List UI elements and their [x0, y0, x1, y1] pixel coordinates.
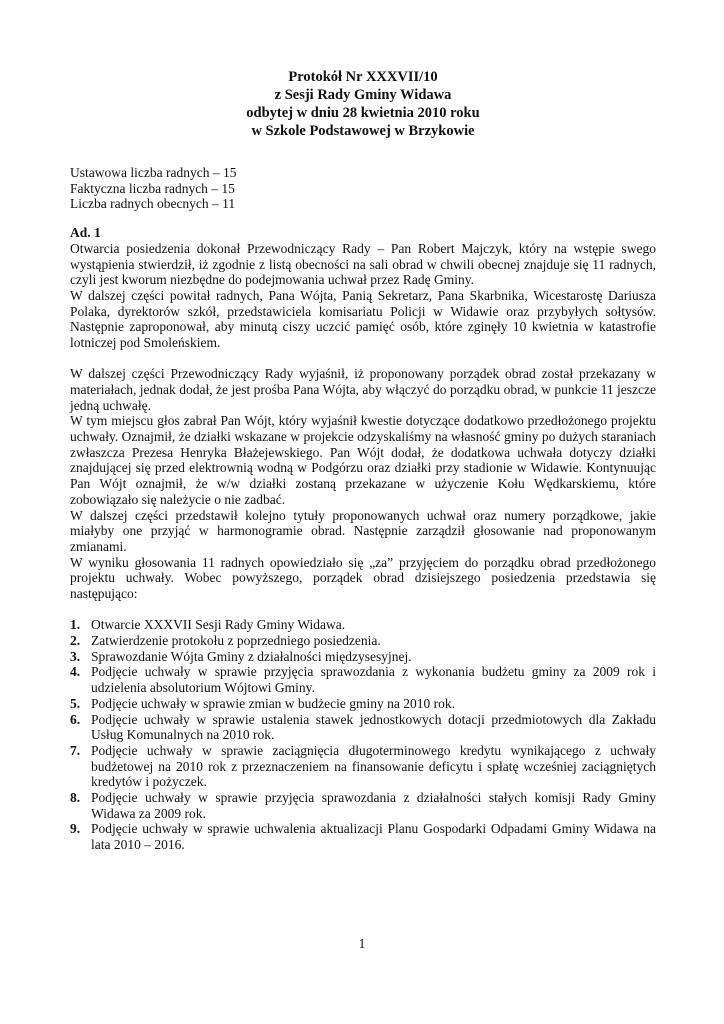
present-count: Liczba radnych obecnych – 11 — [70, 196, 236, 212]
title-line-2: z Sesji Rady Gminy Widawa — [274, 87, 452, 103]
list-item-number: 2. — [70, 632, 81, 648]
title-line-1: Protokół Nr XXXVII/10 — [288, 69, 438, 85]
list-item-text: Otwarcie XXXVII Sesji Rady Gminy Widawa. — [91, 617, 346, 633]
list-item — [70, 696, 656, 712]
list-item — [70, 664, 656, 695]
list-item-text: Sprawozdanie Wójta Gminy z działalności międzysesyjnej. — [91, 648, 412, 664]
list-item — [70, 617, 656, 633]
list-item — [70, 712, 656, 743]
page-number: 1 — [358, 936, 366, 951]
list-item-number: 3. — [70, 648, 81, 664]
paragraph-resolution-titles: W dalszej części przedstawił kolejno tytuły proponowanych uchwał oraz numery porządkowe, jakie miałyby one przyjąć w harmonogramie obrad. Następnie zarządził głosowanie nad proponowanym zmianami. — [70, 507, 656, 554]
list-item-text: Zatwierdzenie protokołu z poprzedniego posiedzenia. — [91, 632, 381, 648]
list-item-text: Podjęcie uchwały w sprawie zaciągnięcia długoterminowego kredytu wynikającego z uchwały budżetowej na 2010 rok z przeznaczeniem na finansowanie deficytu i spłatę wcześniej zaciągniętych kredytów i pożyczek. — [91, 742, 656, 790]
list-item-number: 6. — [70, 711, 81, 727]
title-line-4: w Szkole Podstawowej w Brzykowie — [251, 123, 475, 139]
list-item-text: Podjęcie uchwały w sprawie przyjęcia sprawozdania z działalności stałych komisji Rady Gminy Widawa za 2009 rok. — [91, 790, 656, 821]
list-item-text: Podjęcie uchwały w sprawie ustalenia stawek jednostkowych dotacji przedmiotowych dla Zakładu Usług Komunalnych na 2010 rok. — [91, 711, 656, 743]
paragraph-greetings: W dalszej części powitał radnych, Pana Wójta, Panią Sekretarz, Pana Skarbnika, Wicestarostę Dariusza Polaka, dyrektorów szkół, przedstawiciela komisariatu Policji w Widawie oraz przybyłych sołtysów. Następnie zaproponował, aby minutą ciszy uczcić pamięć osób, które zginęły 10 kwietnia w katastrofie lotniczej pod Smoleńskiem. — [70, 287, 656, 351]
paragraph-vote-result: W wyniku głosowania 11 radnych opowiedziało się „za” przyjęciem do porządku obrad przedłożonego projektu uchwały. Wobec powyższego, porządek obrad dzisiejszego posiedzenia przedstawia się następująco: — [70, 554, 656, 602]
list-item-number: 8. — [70, 790, 81, 806]
actual-count: Faktyczna liczba radnych – 15 — [70, 180, 235, 196]
list-item — [70, 633, 656, 649]
list-item — [70, 790, 656, 821]
paragraph-mayor-statement: W tym miejscu głos zabrał Pan Wójt, który wyjaśnił kwestie dotyczące dodatkowo przedłożonego projektu uchwały. Oznajmił, że działki wskazane w projekcie odzyskaliśmy na własność gminy po dużych staraniach zwłaszcza Prezesa Henryka Błażejewskiego. Pan Wójt dodał, że dodatkowa uchwała dotyczy działki znajdującej się przed elektrownią wodną w Podgórzu oraz działki przy stadionie w Widawie. Kontynuując Pan Wójt oznajmił, że w/w działki zostaną przekazane w użyczenie Kołu Wędkarskiemu, które zobowiązało się należycie o nie zadbać. — [70, 413, 656, 507]
document-title — [70, 68, 656, 140]
document-page — [70, 68, 656, 853]
list-item-text: Podjęcie uchwały w sprawie przyjęcia sprawozdania z wykonania budżetu gminy za 2009 rok i udzielenia absolutorium Wójtowi Gminy. — [91, 664, 656, 696]
list-item-number: 9. — [70, 821, 81, 837]
list-item-text: Podjęcie uchwały w sprawie zmian w budżecie gminy na 2010 rok. — [91, 695, 456, 711]
section-heading-ad-1: Ad. 1 — [70, 225, 101, 241]
list-item-number: 4. — [70, 664, 81, 680]
paragraph-opening: Otwarcia posiedzenia dokonał Przewodniczący Rady – Pan Robert Majczyk, który na wstępie swego wystąpienia stwierdził, iż zgodnie z listą obecności na sali obrad w chwili obecnej znajduje się 11 radnych, czyli jest kworum niezbędne do podejmowania uchwał przez Radę Gminy. — [70, 240, 656, 288]
list-item — [70, 821, 656, 852]
agenda-list — [70, 617, 656, 853]
title-line-3: odbytej w dniu 28 kwietnia 2010 roku — [246, 105, 480, 121]
statutory-count: Ustawowa liczba radnych – 15 — [70, 165, 237, 180]
list-item-number: 7. — [70, 742, 81, 758]
list-item — [70, 649, 656, 665]
list-item-number: 5. — [70, 695, 81, 711]
list-item-number: 1. — [70, 617, 81, 633]
list-item — [70, 743, 656, 790]
councillor-counts — [70, 165, 656, 212]
list-item-text: Podjęcie uchwały w sprawie uchwalenia aktualizacji Planu Gospodarki Odpadami Gminy Widawa na lata 2010 – 2016. — [91, 821, 656, 853]
paragraph-agenda-proposal: W dalszej części Przewodniczący Rady wyjaśnił, iż proponowany porządek obrad został przekazany w materiałach, jednak dodał, że jest prośba Pana Wójta, aby włączyć do porządku obrad, w punkcie 11 jeszcze jedną uchwałę. — [70, 366, 656, 413]
